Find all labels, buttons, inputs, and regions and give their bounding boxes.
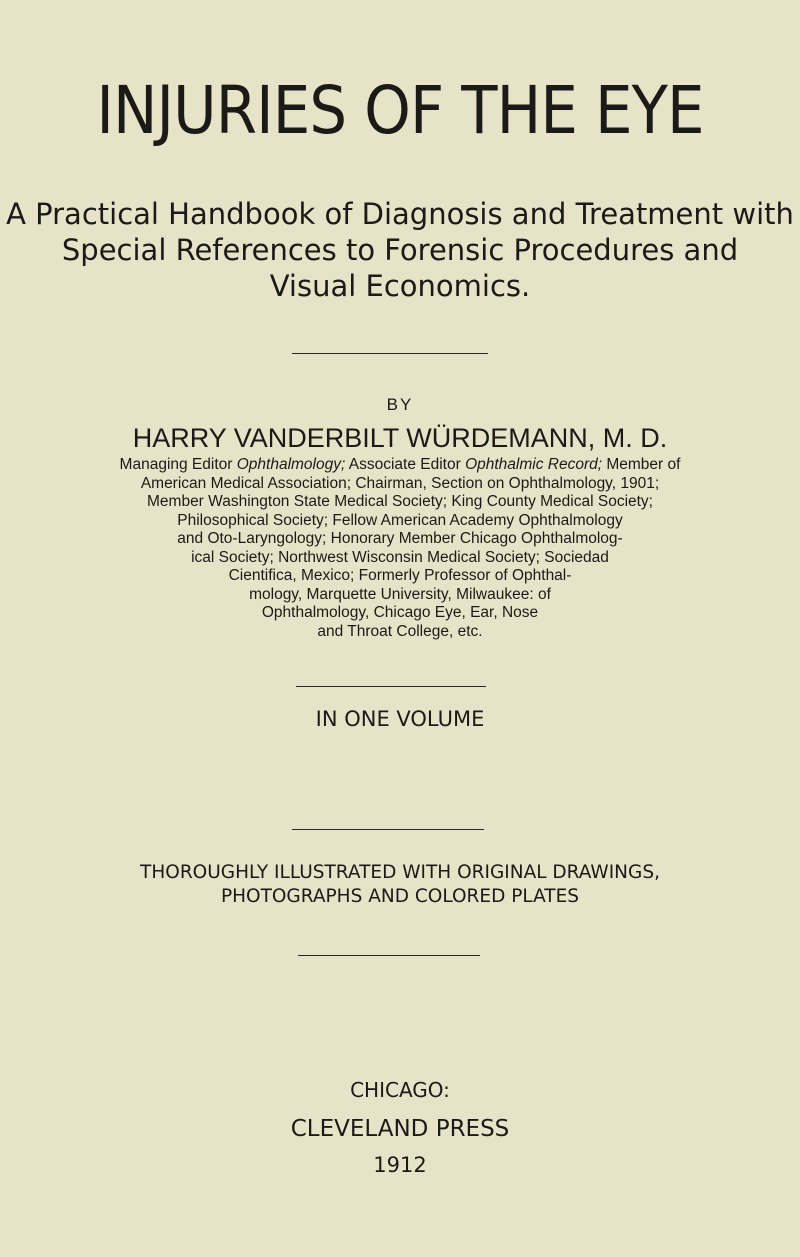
divider-rule [298,955,480,956]
imprint-publisher: CLEVELAND PRESS [290,1116,510,1142]
credentials-line: Cientifica, Mexico; Formerly Professor of Ophthal- [228,567,572,584]
divider-rule [296,686,486,687]
credentials-line: Philosophical Society; Fellow American Academy Ophthalmology [177,511,623,529]
credentials-line: Managing Editor Ophthalmology; Associate Editor Ophthalmic Record; Member of [119,456,681,473]
credentials-line: mology, Marquette University, Milwaukee: of [249,585,551,603]
illustration-note [0,861,800,909]
credentials-line: ical Society; Northwest Wisconsin Medical Society; Sociedad [191,548,609,566]
divider-rule [292,353,488,354]
subtitle-line: Visual Economics. [269,269,531,303]
subtitle-line: Special References to Forensic Procedures and [61,233,739,267]
divider-rule [292,829,484,830]
credentials-line: Member Washington State Medical Society; King County Medical Society; [147,493,653,510]
book-title: INJURIES OF THE EYE [96,72,704,149]
subtitle-line: A Practical Handbook of Diagnosis and Treatment with [6,197,794,231]
illustration-line: PHOTOGRAPHS AND COLORED PLATES [220,886,580,907]
imprint-city: CHICAGO: [350,1078,450,1102]
credentials-line: Ophthalmology, Chicago Eye, Ear, Nose [261,604,539,621]
credentials-line: and Oto-Laryngology; Honorary Member Chicago Ophthalmolog- [177,530,623,547]
author-credentials [0,456,800,641]
illustration-line: THOROUGHLY ILLUSTRATED WITH ORIGINAL DRAWINGS, [140,862,660,883]
author-name: HARRY VANDERBILT WÜRDEMANN, M. D. [132,423,668,453]
credentials-line: American Medical Association; Chairman, Section on Ophthalmology, 1901; [140,474,660,492]
volume-note: IN ONE VOLUME [315,707,485,731]
book-subtitle [0,196,800,304]
credentials-line: and Throat College, etc. [317,622,483,640]
imprint-year: 1912 [373,1153,427,1177]
by-label: BY [386,395,414,414]
